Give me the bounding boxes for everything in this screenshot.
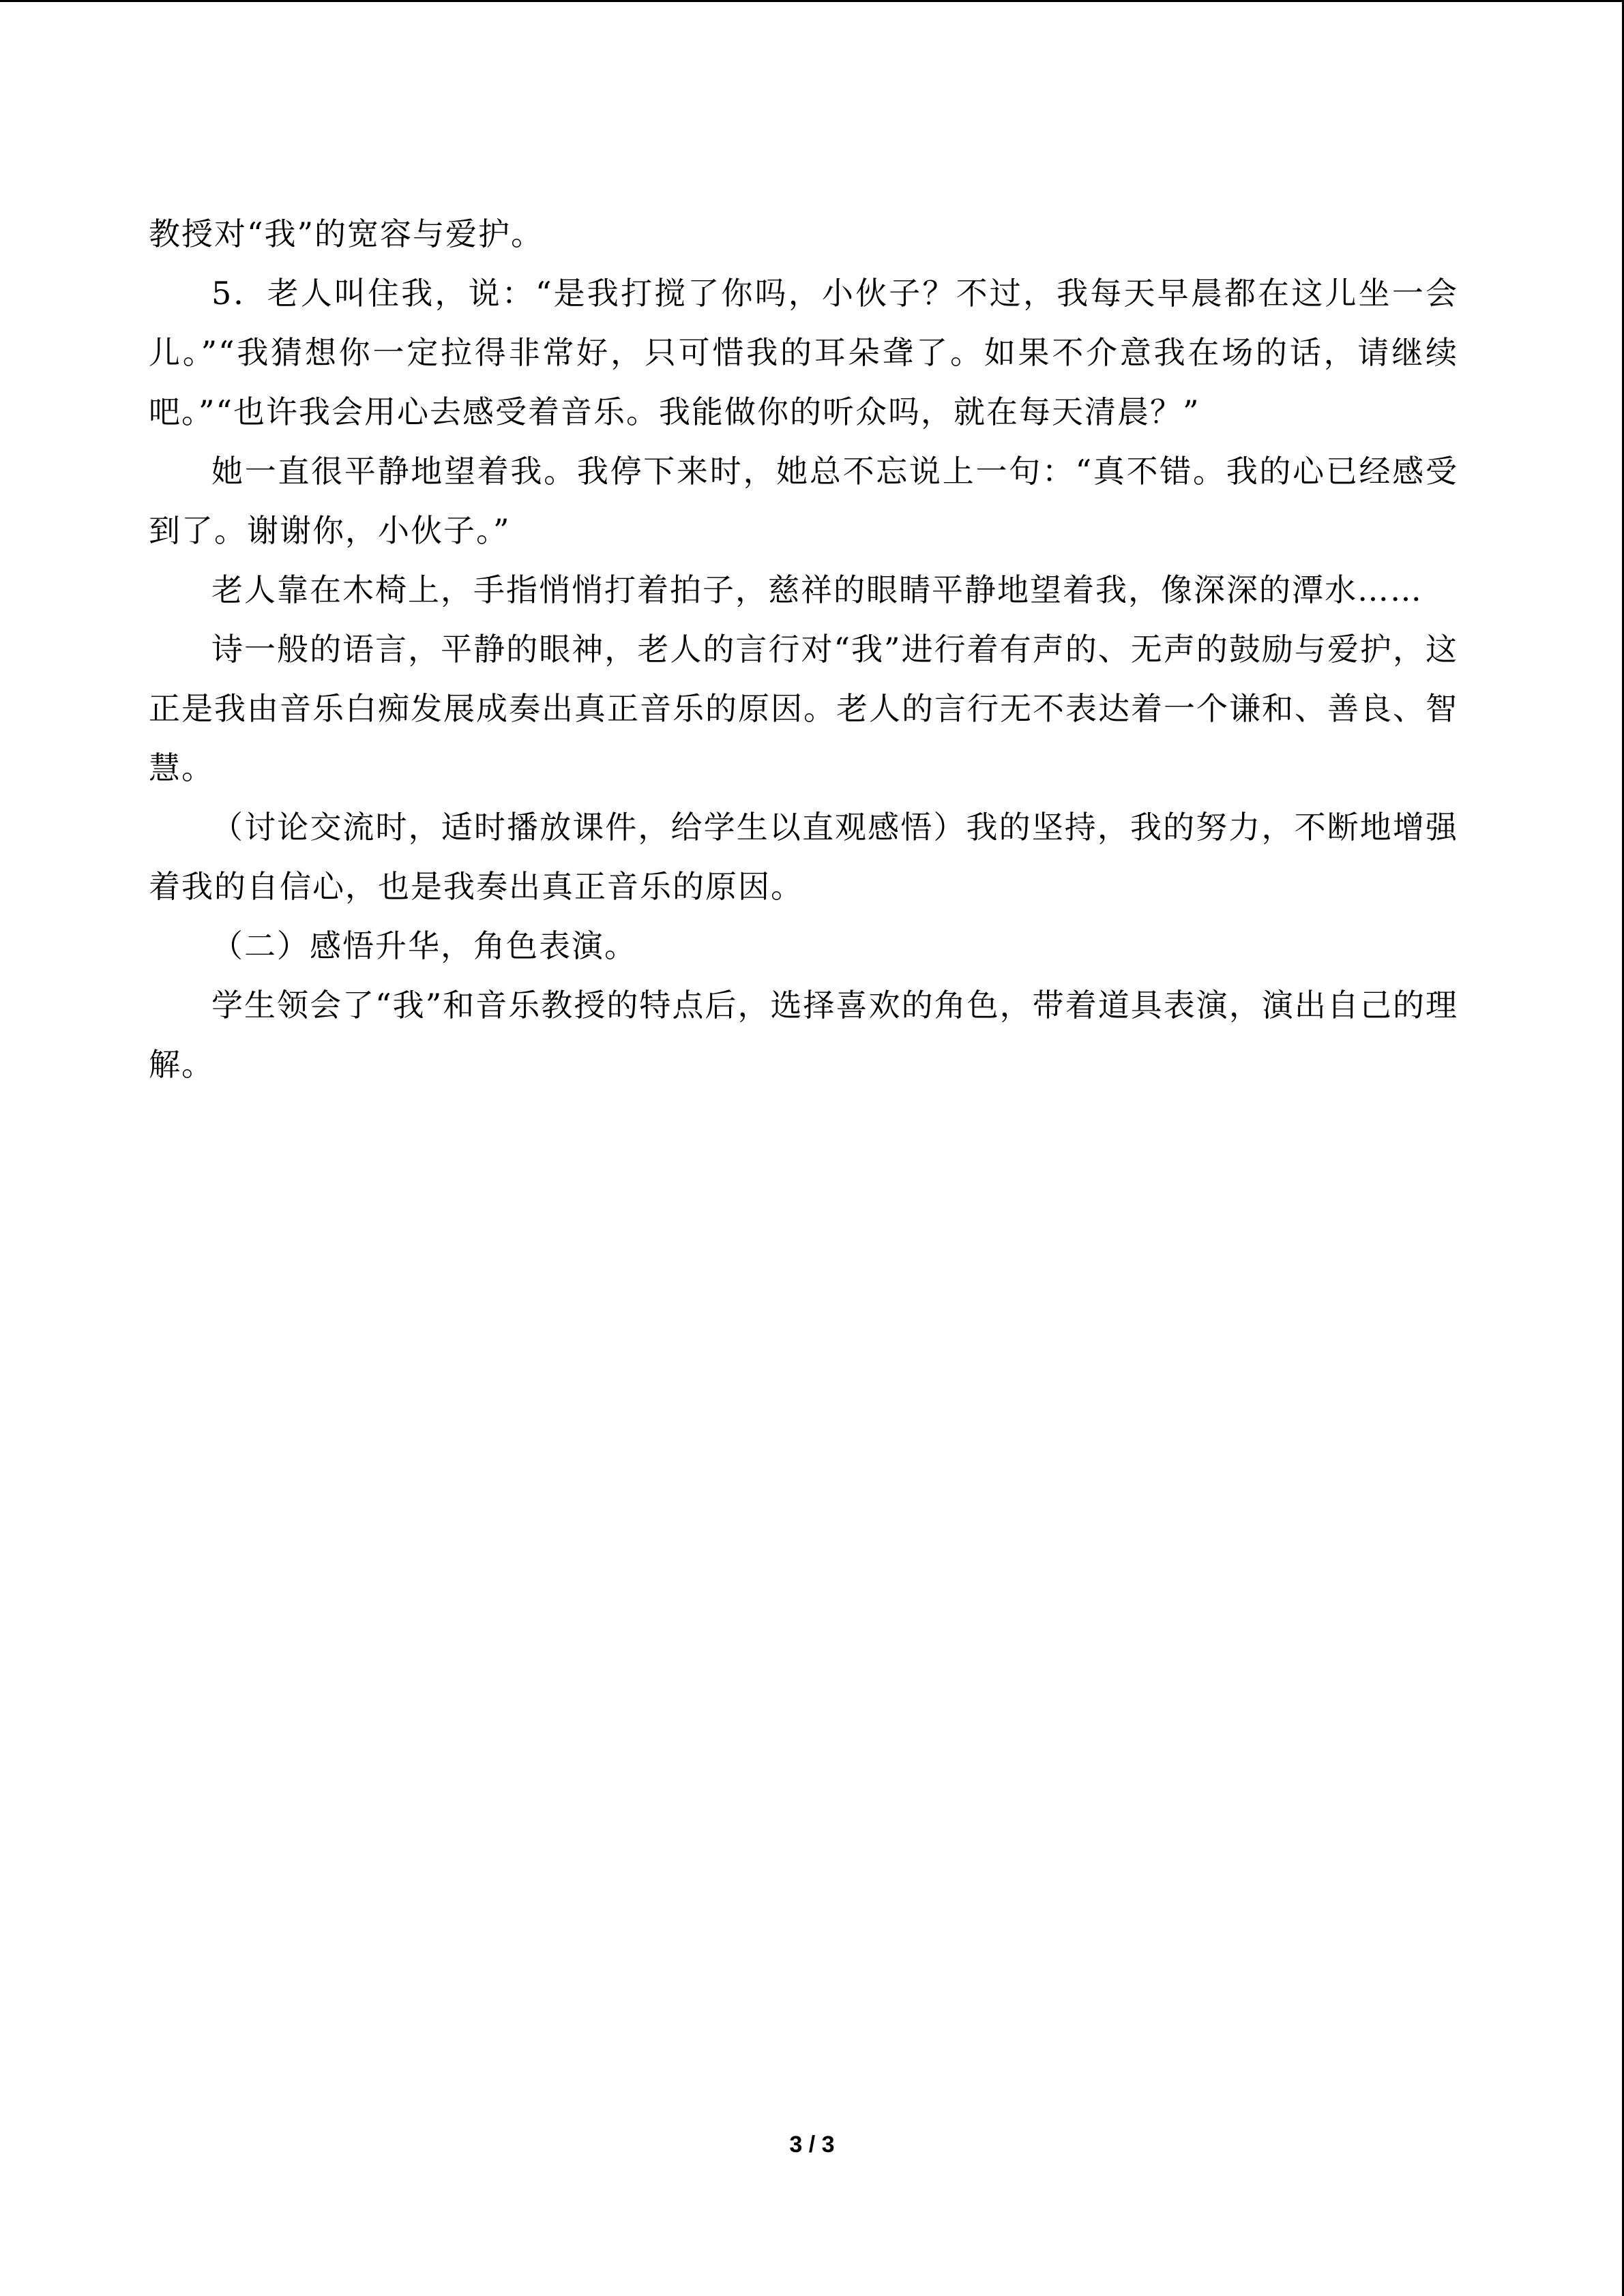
paragraph-1: 教授对“我”的宽容与爱护。 xyxy=(149,215,544,252)
paragraph-5: 诗一般的语言，平静的眼神，老人的言行对“我”进行着有声的、无声的鼓励与爱护，这正是我由音乐白痴发展成奏出真正音乐的原因。老人的言行无不表达着一个谦和、善良、智慧。 xyxy=(149,631,1458,786)
top-border xyxy=(0,0,1624,2)
paragraph-2: 5．老人叫住我，说：“是我打搅了你吗，小伙子？不过，我每天早晨都在这儿坐一会儿。”“我猜想你一定拉得非常好，只可惜我的耳朵聋了。如果不介意我在场的话，请继续吧。”“也许我会用心去感受着音乐。我能做你的听众吗，就在每天清晨？” xyxy=(149,275,1458,430)
paragraph-7: 学生领会了“我”和音乐教授的特点后，选择喜欢的角色，带着道具表演，演出自己的理解。 xyxy=(149,987,1458,1083)
page-number: 3 / 3 xyxy=(789,2132,835,2158)
paragraph-6: （讨论交流时，适时播放课件，给学生以直观感悟）我的坚持，我的努力，不断地增强着我的自信心，也是我奏出真正音乐的原因。 xyxy=(149,809,1458,905)
paragraph-3: 她一直很平静地望着我。我停下来时，她总不忘说上一句：“真不错。我的心已经感受到了。谢谢你，小伙子。” xyxy=(149,453,1458,549)
paragraph-4: 老人靠在木椅上，手指悄悄打着拍子，慈祥的眼睛平静地望着我，像深深的潭水…… xyxy=(211,571,1423,608)
section-heading: （二）感悟升华，角色表演。 xyxy=(211,927,637,964)
document-body xyxy=(149,205,1458,1094)
